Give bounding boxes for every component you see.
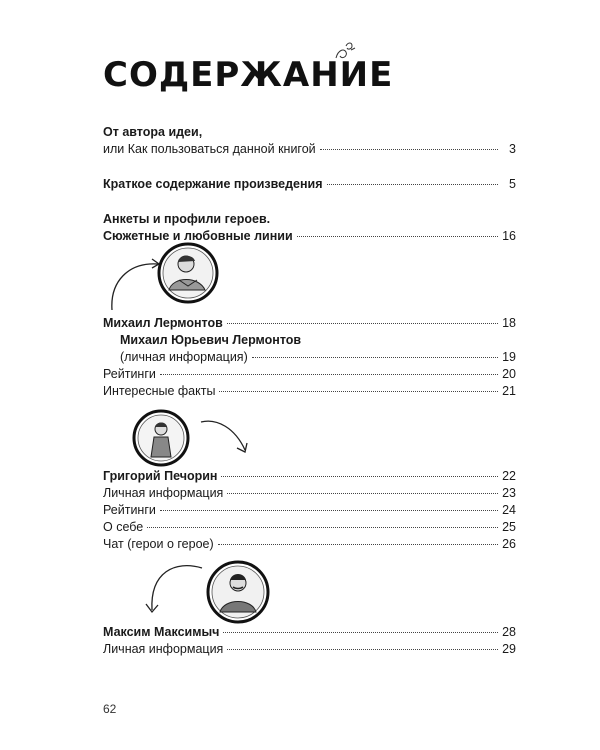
toc-label: Личная информация [103,486,224,500]
dot-leader [297,236,498,237]
toc-page-number: 25 [502,520,516,534]
toc-label: Михаил Лермонтов [103,316,223,330]
toc-entry-profiles-line1: Анкеты и профили героев. [103,212,271,226]
toc-entry-pechorin-info[interactable] [103,485,516,501]
dot-leader [160,374,498,375]
toc-entry-lermontov-facts[interactable] [103,383,516,399]
dot-leader [327,184,498,185]
dot-leader [218,544,498,545]
toc-label: Максим Максимыч [103,625,220,639]
dot-leader [160,510,498,511]
title-doodle-icon [330,38,360,66]
toc-label: Интересные факты [103,384,216,398]
toc-label: Чат (герои о герое) [103,537,214,551]
toc-entry-pechorin-about[interactable] [103,519,516,535]
toc-label: Сюжетные и любовные линии [103,229,293,243]
dot-leader [219,391,498,392]
toc-page-number: 26 [502,537,516,551]
toc-entry-lermontov-full-line1: Михаил Юрьевич Лермонтов [120,333,302,347]
dot-leader [252,357,498,358]
toc-label: или Как пользоваться данной книгой [103,142,316,156]
toc-page-number: 23 [502,486,516,500]
toc-page-number: 24 [502,503,516,517]
toc-entry-pechorin-ratings[interactable] [103,502,516,518]
toc-entry-author[interactable] [103,141,516,157]
toc-entry-lermontov-ratings[interactable] [103,366,516,382]
toc-page-number: 16 [502,229,516,243]
toc-entry-summary[interactable] [103,176,516,192]
toc-label: Краткое содержание произведения [103,177,323,191]
curved-arrow-icon [140,558,210,618]
toc-entry-lermontov-full[interactable] [120,349,516,365]
toc-page-number: 3 [509,142,516,156]
toc-label: (личная информация) [120,350,248,364]
toc-label: Личная информация [103,642,224,656]
toc-page-number: 19 [502,350,516,364]
dot-leader [320,149,498,150]
toc-page-number: 28 [502,625,516,639]
toc-entry-maksimych[interactable] [103,624,516,640]
toc-entry-pechorin[interactable] [103,468,516,484]
toc-entry-author-line1: От автора идеи, [103,125,203,139]
dot-leader [227,649,498,650]
toc-entry-lermontov[interactable] [103,315,516,331]
toc-label: Рейтинги [103,503,156,517]
lermontov-portrait-icon [155,240,221,306]
dot-leader [223,632,498,633]
toc-label: Рейтинги [103,367,156,381]
curved-arrow-icon [195,410,255,460]
toc-entry-pechorin-chat[interactable] [103,536,516,552]
dot-leader [147,527,498,528]
toc-label: О себе [103,520,144,534]
page-title: СОДЕРЖАНИЕ [103,55,394,95]
dot-leader [221,476,498,477]
pechorin-portrait-icon [130,407,192,469]
dot-leader [227,493,498,494]
toc-page-number: 20 [502,367,516,381]
toc-page-number: 22 [502,469,516,483]
toc-page-number: 21 [502,384,516,398]
toc-page-number: 5 [509,177,516,191]
toc-page-number: 29 [502,642,516,656]
toc-label: Григорий Печорин [103,469,218,483]
maksimych-portrait-icon [204,558,272,626]
dot-leader [227,323,498,324]
toc-entry-maksimych-info[interactable] [103,641,516,657]
page-number: 62 [103,702,117,716]
toc-page-number: 18 [502,316,516,330]
